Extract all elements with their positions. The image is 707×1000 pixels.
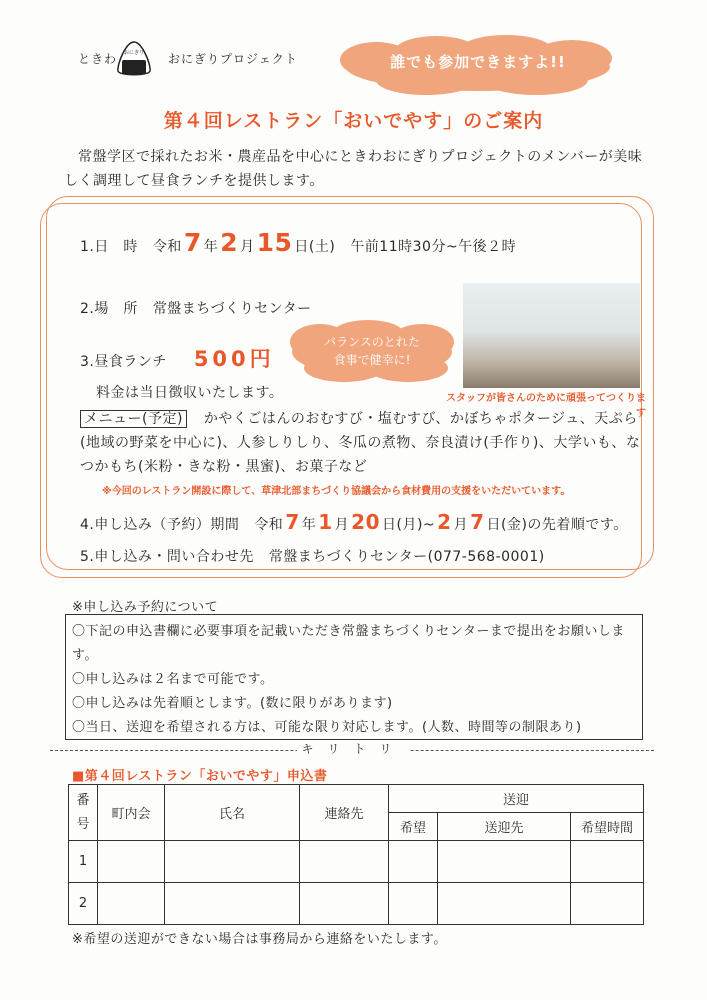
date-label: 1.日 時 bbox=[80, 239, 138, 255]
form-title-mark: ■ bbox=[72, 769, 85, 784]
date-month: 2 bbox=[220, 228, 239, 257]
apply-weekday2: (金)の先着順です。 bbox=[501, 517, 628, 533]
contact-label: 5.申し込み・問い合わせ先 bbox=[80, 549, 254, 565]
reservation-line-1: 〇下記の申込書欄に必要事項を記載いただき常盤まちづくりセンターまで提出をお願いします。 bbox=[72, 624, 625, 663]
menu-block bbox=[80, 407, 642, 479]
date-weekday: (土) bbox=[308, 239, 336, 255]
item-place bbox=[80, 298, 312, 318]
header-name: 氏名 bbox=[165, 785, 300, 841]
bubble-mid-line-1: バランスのとれた bbox=[324, 335, 420, 349]
form-title-text: 第４回レストラン「おいでやす」申込書 bbox=[84, 769, 328, 784]
intro-paragraph: 常盤学区で採れたお米・農産品を中心にときわおにぎりプロジェクトのメンバーが美味しく調理して昼食ランチを提供します。 bbox=[64, 149, 643, 189]
page-title: 第４回レストラン「おいでやす」のご案内 bbox=[163, 110, 544, 132]
cell-name[interactable] bbox=[165, 841, 300, 883]
apply-weekday1: (月)~ bbox=[396, 517, 436, 533]
apply-month1: 1 bbox=[318, 510, 333, 534]
apply-era: 令和 bbox=[254, 517, 284, 533]
bubble-mid-text bbox=[290, 333, 454, 369]
onigiri-logo bbox=[113, 38, 155, 80]
date-day-unit: 日 bbox=[294, 239, 309, 255]
apply-month-unit-1: 月 bbox=[334, 517, 350, 533]
header-destination: 送迎先 bbox=[438, 813, 571, 841]
item-contact bbox=[80, 546, 545, 566]
cell-contact[interactable] bbox=[300, 883, 389, 925]
cell-town[interactable] bbox=[98, 883, 165, 925]
cell-town[interactable] bbox=[98, 841, 165, 883]
menu-label: メニュー(予定) bbox=[80, 410, 187, 428]
date-era: 令和 bbox=[152, 239, 182, 255]
header-contact: 連絡先 bbox=[300, 785, 389, 841]
cell-contact[interactable] bbox=[300, 841, 389, 883]
cell-time[interactable] bbox=[571, 841, 644, 883]
form-title bbox=[72, 765, 327, 784]
application-form-table bbox=[68, 784, 644, 925]
apply-month-unit-2: 月 bbox=[453, 517, 469, 533]
cell-destination[interactable] bbox=[438, 883, 571, 925]
apply-year-unit: 年 bbox=[301, 517, 317, 533]
bubble-top-text: 誰でも参加できますよ!! bbox=[390, 53, 566, 71]
apply-day-unit-1: 日 bbox=[382, 517, 397, 533]
cell-wish[interactable] bbox=[389, 841, 438, 883]
support-note: ※今回のレストラン開設に際して、草津北部まちづくり協議会から食材費用の支援をいただいています。 bbox=[102, 486, 571, 497]
row-no: 2 bbox=[69, 883, 98, 925]
reservation-line-3: 〇申し込みは先着順とします。(数に限りがあります) bbox=[72, 696, 393, 711]
item-lunch bbox=[80, 343, 275, 373]
apply-label: 4.申し込み（予約）期間 bbox=[80, 517, 240, 533]
lunch-label: 3.昼食ランチ bbox=[80, 354, 167, 370]
item-date bbox=[80, 228, 516, 257]
date-year-unit: 年 bbox=[203, 239, 219, 255]
staff-photo bbox=[463, 283, 640, 388]
reservation-list bbox=[72, 620, 638, 740]
header-left-text: ときわ bbox=[78, 52, 118, 66]
cut-label: キリトリ bbox=[297, 742, 409, 756]
contact-value: 常盤まちづくりセンター(077-568-0001) bbox=[268, 549, 545, 565]
photo-caption: スタッフが皆さんのために頑張ってつくります bbox=[446, 393, 646, 419]
menu-text: かやくごはんのおむすび・塩むすび、かぼちゃポタージュ、天ぷら(地域の野菜を中心に)、人参しりしり、冬瓜の煮物、奈良漬け(手作り)、大学いも、なつかもち(米粉・きな粉・黒蜜)、お菓子など bbox=[80, 411, 641, 475]
apply-day-unit-2: 日 bbox=[486, 517, 501, 533]
header-wish: 希望 bbox=[389, 813, 438, 841]
date-day: 15 bbox=[256, 228, 293, 257]
apply-year: 7 bbox=[285, 510, 300, 534]
bubble-mid-line-2: 食事で健幸に! bbox=[333, 353, 411, 367]
cell-destination[interactable] bbox=[438, 841, 571, 883]
apply-day1: 20 bbox=[351, 510, 380, 534]
place-value: 常盤まちづくりセンター bbox=[152, 301, 312, 317]
cell-time[interactable] bbox=[571, 883, 644, 925]
table-row bbox=[69, 883, 644, 925]
logo-text: おにぎり bbox=[123, 50, 145, 56]
reservation-heading: ※申し込み予約について bbox=[72, 600, 219, 615]
footnote: ※希望の送迎ができない場合は事務局から連絡をいたします。 bbox=[72, 932, 447, 947]
date-time: 午前11時30分~午後２時 bbox=[350, 239, 517, 255]
cell-wish[interactable] bbox=[389, 883, 438, 925]
project-name: おにぎりプロジェクト bbox=[168, 52, 298, 66]
cell-name[interactable] bbox=[165, 883, 300, 925]
reservation-line-4: 〇当日、送迎を希望される方は、可能な限り対応します。(人数、時間等の制限あり) bbox=[72, 720, 582, 735]
header-town: 町内会 bbox=[98, 785, 165, 841]
place-label: 2.場 所 bbox=[80, 301, 138, 317]
cut-text bbox=[0, 740, 707, 757]
apply-month2: 2 bbox=[437, 510, 452, 534]
table-row bbox=[69, 841, 644, 883]
apply-day2: 7 bbox=[470, 510, 485, 534]
header-time: 希望時間 bbox=[571, 813, 644, 841]
header-transport: 送迎 bbox=[389, 785, 644, 813]
header-no bbox=[69, 785, 98, 841]
date-month-unit: 月 bbox=[240, 239, 255, 255]
item-apply bbox=[80, 510, 628, 534]
reservation-line-2: 〇申し込みは２名まで可能です。 bbox=[72, 672, 274, 687]
header-no-text: 番号 bbox=[76, 792, 90, 832]
row-no: 1 bbox=[69, 841, 98, 883]
fee-note: 料金は当日徴収いたします。 bbox=[96, 385, 284, 401]
lunch-price: 500円 bbox=[193, 347, 275, 371]
date-year: 7 bbox=[183, 228, 202, 257]
